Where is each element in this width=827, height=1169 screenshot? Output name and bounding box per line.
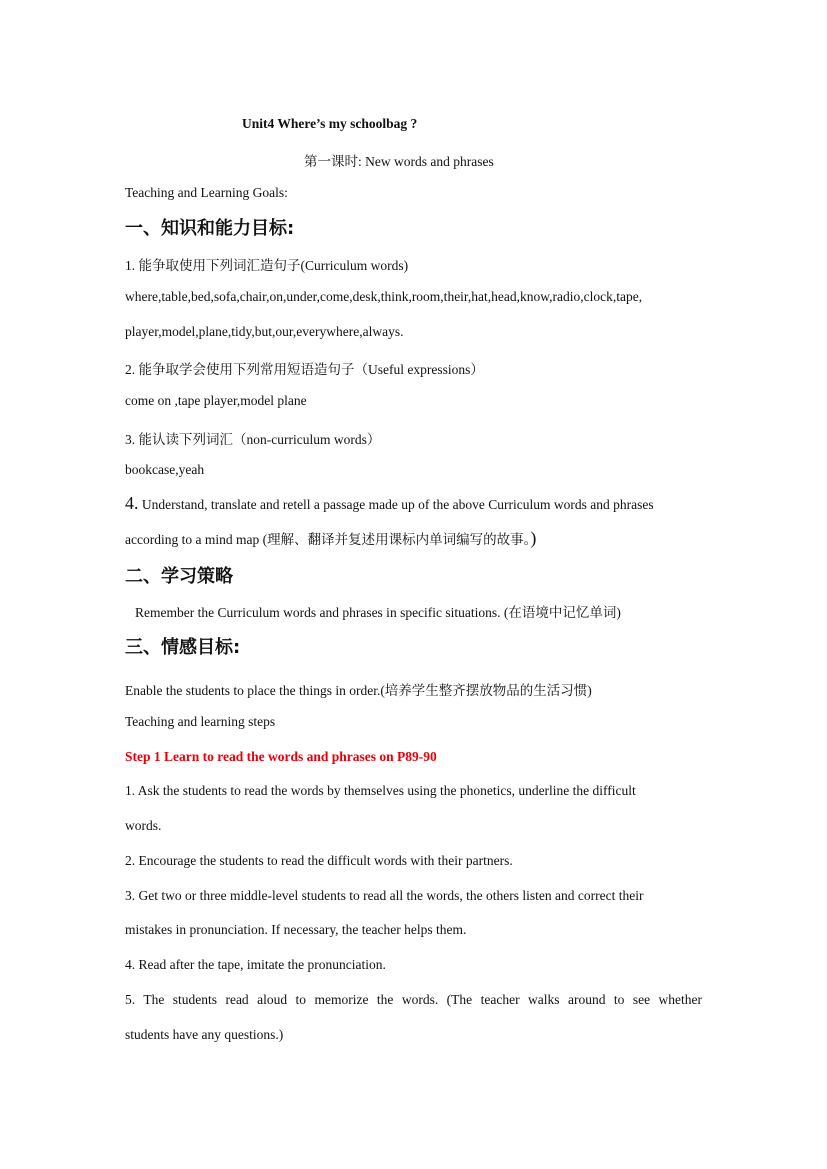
step1-item3-line2: mistakes in pronunciation. If necessary, the teacher helps them.	[125, 922, 467, 937]
item4-text-line1: Understand, translate and retell a passage made up of the above Curriculum words and phrases	[138, 497, 654, 512]
step1-item1-line1: 1. Ask the students to read the words by themselves using the phonetics, underline the difficult	[125, 783, 636, 798]
item4-text-line2: according to a mind map (理解、翻译并复述用课标内单词编写的故事。	[125, 532, 531, 547]
step1-item1-line2: words.	[125, 818, 162, 833]
item2-label: 2. 能争取学会使用下列常用短语造句子（Useful expressions）	[125, 362, 484, 377]
goals-heading: Teaching and Learning Goals:	[125, 185, 288, 200]
item4-number: 4.	[125, 493, 139, 513]
step1-item2: 2. Encourage the students to read the difficult words with their partners.	[125, 853, 513, 868]
item2-words: come on ,tape player,model plane	[125, 393, 307, 408]
item1-words-line2: player,model,plane,tidy,but,our,everywhere,always.	[125, 324, 404, 339]
section3-text: Enable the students to place the things in order.(培养学生整齐摆放物品的生活习惯)	[125, 683, 592, 698]
step1-item5-line1: 5. The students read aloud to memorize the words. (The teacher walks around to see whether	[125, 992, 702, 1007]
section2-heading: 二、学习策略	[125, 566, 233, 587]
step1-item3-line1: 3. Get two or three middle-level students to read all the words, the others listen and correct their	[125, 888, 644, 903]
item3-label: 3. 能认读下列词汇（non-curriculum words）	[125, 432, 381, 447]
step1-item5-line2: students have any questions.)	[125, 1027, 284, 1042]
section3-heading: 三、情感目标:	[125, 637, 241, 658]
item4-line1	[125, 493, 654, 514]
section2-text: Remember the Curriculum words and phrases in specific situations. (在语境中记忆单词)	[135, 605, 621, 620]
item1-label: 1. 能争取使用下列词汇造句子(Curriculum words)	[125, 258, 409, 273]
item4-line2	[125, 528, 536, 549]
step1-item4: 4. Read after the tape, imitate the pronunciation.	[125, 957, 386, 972]
steps-heading: Teaching and learning steps	[125, 714, 276, 729]
item3-words: bookcase,yeah	[125, 462, 205, 477]
item1-words-line1: where,table,bed,sofa,chair,on,under,come,desk,think,room,their,hat,head,know,radio,clock,tape,	[125, 289, 643, 304]
document-title: Unit4 Where’s my schoolbag ?	[242, 116, 418, 131]
step1-heading: Step 1 Learn to read the words and phrases on P89-90	[125, 749, 437, 764]
lesson-subtitle: 第一课时: New words and phrases	[304, 154, 494, 169]
section1-heading: 一、知识和能力目标:	[125, 218, 295, 239]
item4-close-paren: )	[530, 528, 537, 548]
